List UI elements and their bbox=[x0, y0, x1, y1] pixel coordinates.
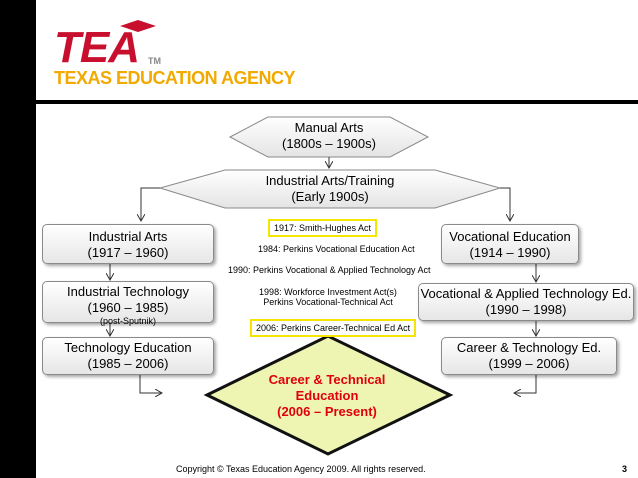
industrial-arts-training-title: Industrial Arts/Training bbox=[265, 173, 395, 188]
logo-agency-name: TEXAS EDUCATION AGENCY bbox=[54, 68, 296, 88]
vocational-education-title: Vocational Education bbox=[449, 229, 571, 244]
cte-title-2: Education bbox=[295, 388, 359, 403]
vocational-education-box bbox=[441, 224, 579, 264]
act-1998-line1: 1998: Workforce Investment Act(s) bbox=[259, 287, 397, 297]
vocational-applied-title: Vocational & Applied Technology Ed. bbox=[420, 286, 632, 301]
career-technology-dates: (1999 – 2006) bbox=[488, 356, 570, 371]
act-1998 bbox=[258, 287, 398, 307]
career-technology-title: Career & Technology Ed. bbox=[456, 340, 602, 355]
technology-education-dates: (1985 – 2006) bbox=[87, 356, 169, 371]
copyright-footer: Copyright © Texas Education Agency 2009. All rights reserved. bbox=[176, 464, 426, 474]
act-1990: 1990: Perkins Vocational & Applied Technology Act bbox=[228, 265, 431, 275]
cte-dates: (2006 – Present) bbox=[277, 404, 377, 419]
industrial-arts-training-dates: (Early 1900s) bbox=[291, 189, 369, 204]
act-1984: 1984: Perkins Vocational Education Act bbox=[258, 244, 415, 254]
act-1917: 1917: Smith-Hughes Act bbox=[268, 219, 377, 237]
technology-education-title: Technology Education bbox=[64, 340, 192, 355]
vocational-applied-dates: (1990 – 1998) bbox=[485, 302, 567, 317]
logo-mark: TEA bbox=[54, 23, 139, 72]
act-1998-line2: Perkins Vocational-Technical Act bbox=[263, 297, 393, 307]
manual-arts-title: Manual Arts bbox=[294, 120, 364, 135]
industrial-arts-training-label bbox=[225, 173, 435, 205]
industrial-arts-box bbox=[42, 224, 214, 264]
industrial-technology-dates: (1960 – 1985) bbox=[87, 300, 169, 315]
technology-education-box bbox=[42, 337, 214, 375]
industrial-technology-note: (post-Sputnik) bbox=[99, 316, 157, 326]
cte-label bbox=[262, 372, 392, 420]
page-number: 3 bbox=[622, 464, 628, 474]
vocational-applied-box bbox=[418, 283, 634, 321]
industrial-technology-title: Industrial Technology bbox=[67, 284, 189, 299]
industrial-technology-box bbox=[42, 281, 214, 326]
logo-trademark: TM bbox=[148, 56, 161, 66]
industrial-arts-title: Industrial Arts bbox=[88, 229, 168, 244]
manual-arts-dates: (1800s – 1900s) bbox=[282, 136, 376, 151]
cte-title: Career & Technical bbox=[268, 372, 386, 387]
industrial-arts-dates: (1917 – 1960) bbox=[87, 245, 169, 260]
manual-arts-label bbox=[268, 120, 390, 152]
act-2006: 2006: Perkins Career-Technical Ed Act bbox=[250, 319, 416, 337]
career-technology-box bbox=[441, 337, 617, 375]
vocational-education-dates: (1914 – 1990) bbox=[469, 245, 551, 260]
